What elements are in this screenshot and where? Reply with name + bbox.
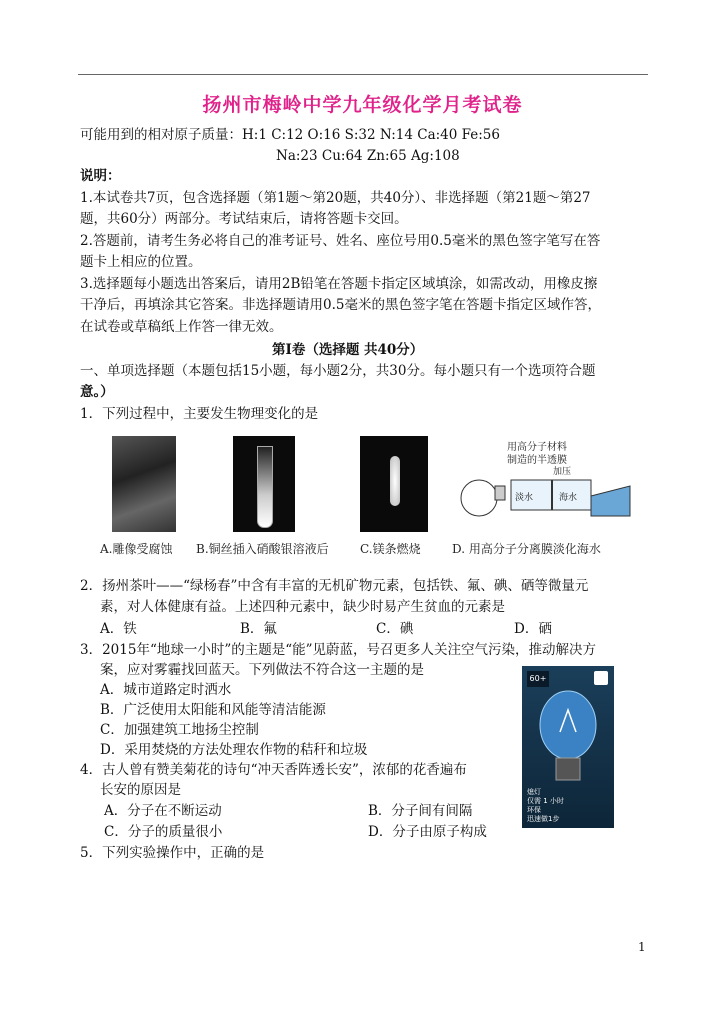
note-3-line-3: 在试卷或草稿纸上作答一律无效。 bbox=[80, 319, 283, 335]
poster-text-3: 环保 bbox=[527, 806, 541, 814]
page-title: 扬州市梅岭中学九年级化学月考试卷 bbox=[202, 94, 523, 116]
q1-caption-c: C.镁条燃烧 bbox=[360, 542, 421, 556]
membrane-diagram bbox=[455, 436, 635, 532]
poster-text-4: 迅速做1步 bbox=[527, 815, 560, 823]
part-title-text: 一、单项选择题（本题包括15小题，每小题2分，共30分。每小题只有一个选项符合题 bbox=[80, 363, 596, 379]
membrane-label-2: 制造的半透膜 bbox=[507, 455, 567, 466]
notes-heading: 说明： bbox=[80, 168, 121, 184]
poster-text-1: 熄灯 bbox=[527, 788, 541, 796]
q4-option-b: B．分子间有间隔 bbox=[368, 803, 473, 819]
cup bbox=[495, 486, 505, 500]
flame-glow bbox=[390, 456, 400, 506]
poster-text bbox=[527, 788, 564, 824]
note-2-line-1: 2.答题前，请考生务必将自己的准考证号、姓名、座位号用0.5毫米的黑色签字笔写在答 bbox=[80, 233, 601, 249]
q4-option-c: C．分子的质量很小 bbox=[104, 824, 223, 840]
statue-photo bbox=[112, 436, 176, 532]
q1-caption-d: D. 用高分子分离膜淡化海水 bbox=[452, 542, 601, 556]
q3-option-c: C．加强建筑工地扬尘控制 bbox=[100, 722, 259, 738]
question-2-line-2: 素，对人体健康有益。上述四种元素中，缺少时易产生贫血的元素是 bbox=[100, 599, 505, 615]
question-5: 5．下列实验操作中，正确的是 bbox=[80, 845, 265, 861]
part-title-line-2: 意。） bbox=[80, 384, 114, 400]
person-head bbox=[461, 480, 497, 516]
sea-water-label: 海水 bbox=[559, 493, 578, 503]
note-1-line-2: 题，共60分）两部分。考试结束后，请将答题卡交回。 bbox=[80, 211, 408, 227]
earth-hour-poster bbox=[522, 666, 614, 828]
q3-option-b: B．广泛使用太阳能和风能等清洁能源 bbox=[100, 702, 326, 718]
q1-caption-a: A.雕像受腐蚀 bbox=[100, 542, 173, 556]
question-4-line-2: 长安的原因是 bbox=[100, 782, 181, 798]
sea-water bbox=[591, 486, 630, 516]
q2-option-a: A．铁 bbox=[100, 621, 137, 637]
question-3-line-1: 3．2015年“地球一小时”的主题是“能”见蔚蓝，号召更多人关注空气污染，推动解决方 bbox=[80, 642, 597, 658]
question-3-line-2: 案，应对雾霾找回蓝天。下列做法不符合这一主题的是 bbox=[100, 662, 424, 678]
membrane bbox=[551, 480, 553, 510]
membrane-label-1: 用高分子材料 bbox=[507, 442, 567, 453]
q3-option-d: D．采用焚烧的方法处理农作物的秸秆和垃圾 bbox=[100, 742, 368, 758]
part-title-line-1 bbox=[80, 361, 595, 381]
q4-option-d: D．分子由原子构成 bbox=[368, 824, 487, 840]
test-tube bbox=[257, 446, 273, 528]
magnesium-burning-photo bbox=[360, 436, 428, 532]
q4-option-a: A．分子在不断运动 bbox=[104, 803, 222, 819]
bulb-glass bbox=[540, 691, 596, 759]
fresh-water-label: 淡水 bbox=[515, 493, 534, 503]
note-3-line-1: 3.选择题每小题选出答案后，请用2B铅笔在答题卡指定区域填涂，如需改动，用橡皮擦 bbox=[80, 276, 598, 292]
question-4-line-1: 4．古人曾有赞美菊花的诗句“冲天香阵透长安”，浓郁的花香遍布 bbox=[80, 762, 467, 778]
q1-caption-b: B.铜丝插入硝酸银溶液后 bbox=[196, 542, 329, 556]
note-1-line-1: 1.本试卷共7页，包含选择题（第1题～第20题，共40分）、非选择题（第21题～第27 bbox=[80, 190, 591, 206]
earth-hour-badge: 60+ bbox=[527, 671, 549, 687]
section-title: 第Ⅰ卷（选择题 共40分） bbox=[272, 342, 424, 358]
q2-option-c: C．碘 bbox=[376, 621, 414, 637]
page-number: 1 bbox=[638, 940, 646, 954]
pressure-label: 加压 bbox=[553, 467, 572, 477]
q3-option-a: A．城市道路定时洒水 bbox=[100, 682, 232, 698]
header-rule bbox=[78, 74, 648, 75]
test-tube-photo bbox=[233, 436, 295, 532]
q2-option-d: D．硒 bbox=[514, 621, 552, 637]
atomic-mass-line-2: Na:23 Cu:64 Zn:65 Ag:108 bbox=[276, 148, 460, 164]
bulb-base bbox=[556, 758, 580, 780]
bulb-svg bbox=[522, 680, 614, 800]
atomic-mass-line-1: 可能用到的相对原子质量：H:1 C:12 O:16 S:32 N:14 Ca:40 Fe:56 bbox=[80, 127, 500, 143]
question-1: 1．下列过程中，主要发生物理变化的是 bbox=[80, 406, 319, 422]
q2-option-b: B．氟 bbox=[240, 621, 277, 637]
note-3-line-2: 干净后，再填涂其它答案。非选择题请用0.5毫米的黑色签字笔在答题卡指定区域作答， bbox=[80, 297, 601, 313]
question-2-line-1: 2．扬州茶叶——“绿杨春”中含有丰富的无机矿物元素，包括铁、氟、碘、硒等微量元 bbox=[80, 578, 589, 594]
note-2-line-2: 题卡上相应的位置。 bbox=[80, 254, 202, 270]
poster-text-2: 仅需 1 小时 bbox=[527, 797, 564, 805]
